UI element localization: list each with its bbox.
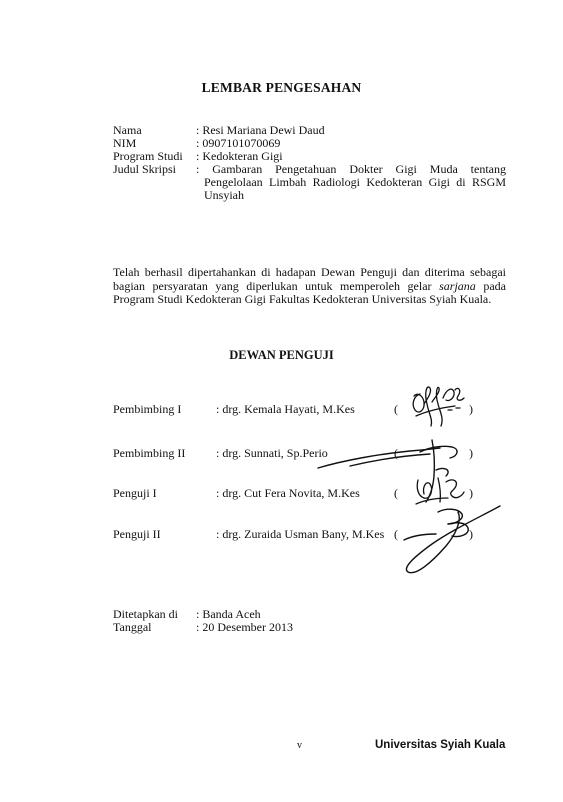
signature-pembimbing-1 bbox=[413, 387, 464, 426]
statement-line2-post: pada bbox=[483, 278, 507, 293]
board-role: Pembimbing II bbox=[113, 446, 186, 460]
board-role: Pembimbing I bbox=[113, 402, 182, 416]
thesis-title-line1: : Gambaran Pengetahuan Dokter Gigi Muda tentang bbox=[196, 162, 506, 176]
program-label: Program Studi bbox=[113, 149, 183, 163]
statement-line3: Program Studi Kedokteran Gigi Fakultas Kedokteran Universitas Syiah Kuala. bbox=[113, 292, 492, 306]
place-label: Ditetapkan di bbox=[113, 607, 178, 621]
page-number: v bbox=[297, 740, 302, 751]
thesis-title-line2: Pengelolaan Limbah Radiologi Kedokteran Gigi di RSGM bbox=[204, 175, 506, 189]
place-value: : Banda Aceh bbox=[196, 607, 261, 621]
program-value: : Kedokteran Gigi bbox=[196, 149, 283, 163]
board-person: : drg. Zuraida Usman Bany, M.Kes bbox=[216, 527, 385, 541]
signature-penguji-2 bbox=[404, 506, 500, 573]
date-value: : 20 Desember 2013 bbox=[196, 620, 293, 634]
board-role: Penguji I bbox=[113, 486, 157, 500]
board-role: Penguji II bbox=[113, 527, 161, 541]
signature-close-paren: ) bbox=[469, 402, 473, 416]
signature-open-paren: ( bbox=[394, 527, 398, 541]
date-label: Tanggal bbox=[113, 620, 152, 634]
nim-value: : 0907101070069 bbox=[196, 136, 281, 150]
statement-line2-pre: bagian persyaratan yang diperlukan untuk memperoleh gelar bbox=[113, 278, 432, 293]
signature-open-paren: ( bbox=[394, 446, 398, 460]
signature-pembimbing-2 bbox=[318, 440, 457, 502]
signature-penguji-1 bbox=[416, 478, 464, 504]
board-person: : drg. Cut Fera Novita, M.Kes bbox=[216, 486, 360, 500]
board-title: DEWAN PENGUJI bbox=[229, 348, 334, 362]
thesis-title-line3: Unsyiah bbox=[204, 188, 244, 202]
name-value: : Resi Mariana Dewi Daud bbox=[196, 123, 325, 137]
statement-line1: Telah berhasil dipertahankan di hadapan Dewan Penguji dan diterima sebagai bbox=[113, 265, 506, 279]
thesis-label: Judul Skripsi bbox=[113, 162, 177, 176]
signature-close-paren: ) bbox=[469, 486, 473, 500]
board-person: : drg. Sunnati, Sp.Perio bbox=[216, 446, 328, 460]
signature-open-paren: ( bbox=[394, 486, 398, 500]
signature-close-paren: ) bbox=[469, 446, 473, 460]
signature-open-paren: ( bbox=[394, 402, 398, 416]
nim-label: NIM bbox=[113, 136, 137, 150]
board-person: : drg. Kemala Hayati, M.Kes bbox=[216, 402, 355, 416]
degree-term: sarjana bbox=[439, 278, 476, 293]
signature-close-paren: ) bbox=[469, 527, 473, 541]
footer-university: Universitas Syiah Kuala bbox=[375, 739, 506, 751]
page-title: LEMBAR PENGESAHAN bbox=[201, 80, 362, 95]
name-label: Nama bbox=[113, 123, 142, 137]
